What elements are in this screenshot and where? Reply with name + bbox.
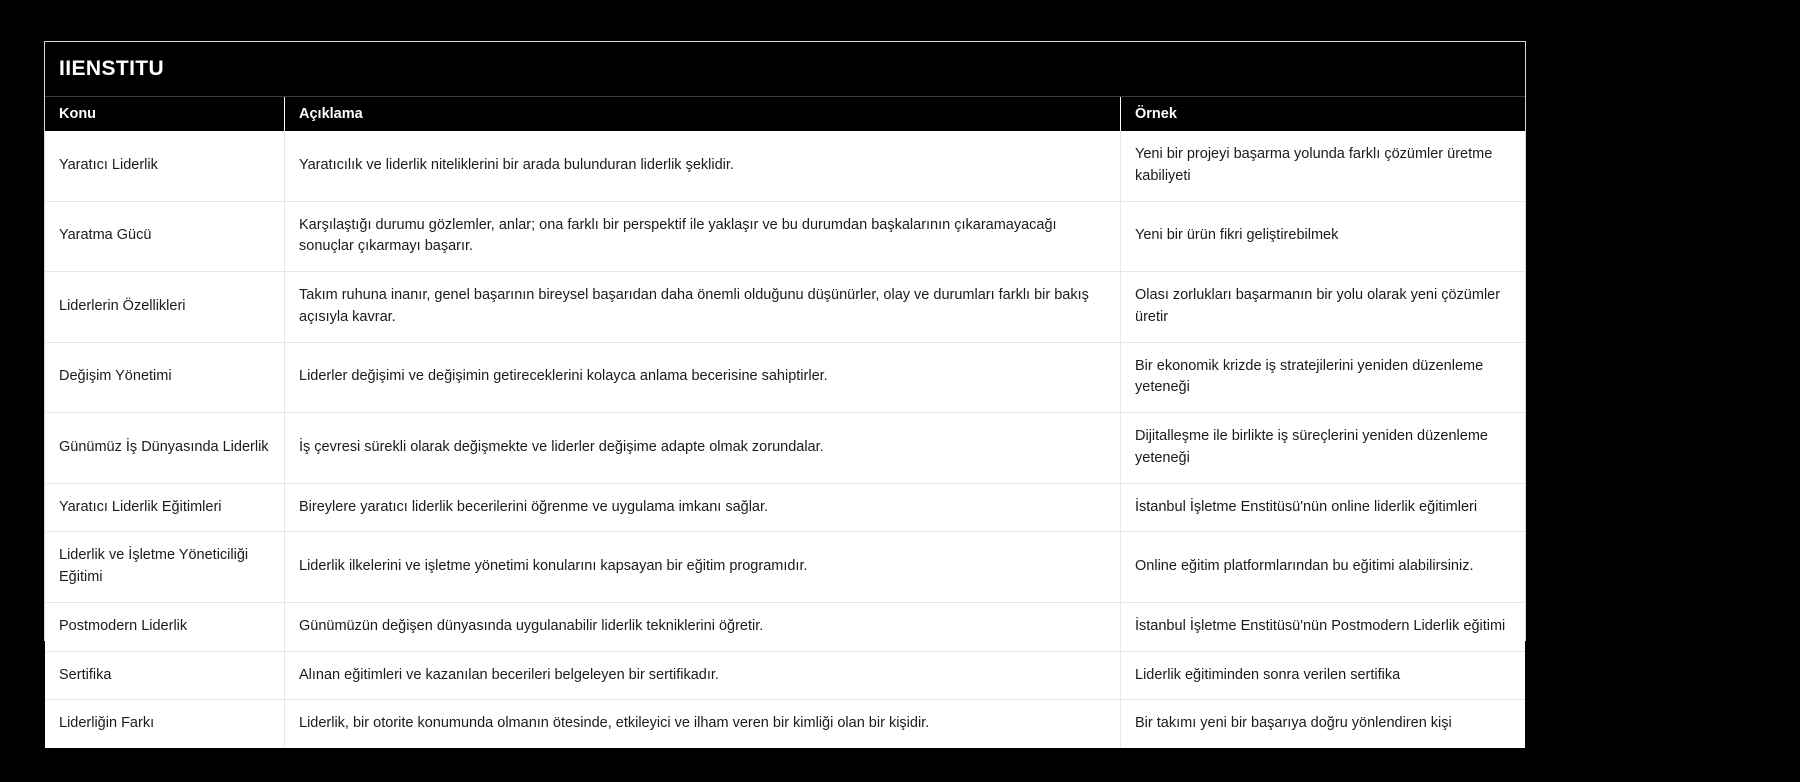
cell-konu-text: Sertifika	[59, 666, 112, 683]
cell-konu	[45, 413, 284, 483]
cell-ornek	[1120, 484, 1525, 532]
cell-ornek-text: Online eğitim platformlarından bu eğitimi alabilirsiniz.	[1135, 558, 1474, 575]
cell-konu-text: Yaratıcı Liderlik	[59, 156, 158, 173]
cell-ornek-text: Bir takımı yeni bir başarıya doğru yönlendiren kişi	[1135, 715, 1452, 732]
table-row	[45, 602, 1525, 651]
cell-konu	[45, 652, 284, 700]
cell-ornek	[1120, 272, 1525, 342]
table-row	[45, 651, 1525, 700]
cell-aciklama-text: Alınan eğitimleri ve kazanılan becerileri belgeleyen bir sertifikadır.	[299, 666, 719, 683]
cell-ornek-text: Olası zorlukları başarmanın bir yolu olarak yeni çözümler üretir	[1135, 287, 1501, 325]
cell-aciklama-text: Liderlik ilkelerini ve işletme yönetimi konularını kapsayan bir eğitim programıdır.	[299, 558, 808, 575]
cell-aciklama	[284, 700, 1120, 748]
cell-aciklama-text: Takım ruhuna inanır, genel başarının bireysel başarıdan daha önemli olduğunu düşünürler, olay ve durumları farklı bir bakış açısıyla kavrar.	[299, 287, 1089, 325]
cell-ornek	[1120, 202, 1525, 272]
cell-ornek	[1120, 603, 1525, 651]
cell-ornek-text: İstanbul İşletme Enstitüsü'nün Postmodern Liderlik eğitimi	[1135, 617, 1506, 634]
cell-ornek	[1120, 413, 1525, 483]
cell-aciklama	[284, 413, 1120, 483]
table-header-row	[45, 97, 1525, 131]
cell-konu	[45, 700, 284, 748]
cell-ornek-text: İstanbul İşletme Enstitüsü'nün online liderlik eğitimleri	[1135, 498, 1478, 515]
cell-konu	[45, 484, 284, 532]
cell-ornek-text: Bir ekonomik krizde iş stratejilerini yeniden düzenleme yeteneği	[1135, 357, 1484, 396]
cell-aciklama-text: Liderler değişimi ve değişimin getireceklerini kolayca anlama becerisine sahiptirler.	[299, 368, 828, 385]
cell-ornek	[1120, 532, 1525, 602]
cell-aciklama-text: Günümüzün değişen dünyasında uygulanabilir liderlik tekniklerini öğretir.	[299, 617, 764, 634]
cell-konu-text: Liderlerin Özellikleri	[59, 297, 186, 314]
cell-konu-text: Postmodern Liderlik	[59, 617, 188, 634]
cell-ornek-text: Dijitalleşme ile birlikte iş süreçlerini yeniden düzenleme yeteneği	[1135, 428, 1488, 466]
leadership-table-card	[44, 41, 1526, 732]
cell-ornek	[1120, 652, 1525, 700]
cell-konu-text: Liderliğin Farkı	[59, 715, 155, 732]
cell-ornek-text: Yeni bir ürün fikri geliştirebilmek	[1135, 227, 1339, 244]
cell-aciklama	[284, 202, 1120, 272]
cell-konu	[45, 343, 284, 413]
cell-aciklama	[284, 343, 1120, 413]
cell-konu-text: Yaratma Gücü	[59, 227, 152, 244]
table-row	[45, 531, 1525, 602]
cell-ornek	[1120, 343, 1525, 413]
cell-aciklama-text: Karşılaştığı durumu gözlemler, anlar; ona farklı bir perspektif ile yaklaşır ve bu durumdan başkalarının çıkaramayacağı sonuçlar çıkarmayı başarır.	[299, 216, 1057, 255]
cell-aciklama-text: Liderlik, bir otorite konumunda olmanın ötesinde, etkileyici ve ilham veren bir kimliği olan bir kişidir.	[299, 715, 930, 732]
cell-aciklama	[284, 652, 1120, 700]
cell-aciklama-text: Yaratıcılık ve liderlik niteliklerini bir arada bulunduran liderlik şeklidir.	[299, 156, 734, 173]
cell-aciklama	[284, 484, 1120, 532]
table-row	[45, 412, 1525, 483]
table-body	[45, 131, 1525, 748]
cell-ornek	[1120, 700, 1525, 748]
cell-konu-text: Liderlik ve İşletme Yöneticiliği Eğitimi	[59, 547, 249, 585]
cell-ornek-text: Yeni bir projeyi başarma yolunda farklı çözümler üretme kabiliyeti	[1135, 146, 1493, 184]
table-row	[45, 201, 1525, 272]
column-header-ornek: Örnek	[1120, 97, 1525, 131]
cell-konu	[45, 532, 284, 602]
brand-title: IIENSTITU	[59, 57, 165, 80]
cell-konu-text: Değişim Yönetimi	[59, 368, 172, 385]
cell-konu	[45, 202, 284, 272]
cell-konu-text: Günümüz İş Dünyasında Liderlik	[59, 438, 269, 455]
cell-aciklama	[284, 272, 1120, 342]
column-header-konu: Konu	[59, 106, 97, 122]
cell-konu	[45, 131, 284, 201]
cell-ornek-text: Liderlik eğitiminden sonra verilen sertifika	[1135, 666, 1401, 683]
table-row	[45, 342, 1525, 413]
table-row	[45, 271, 1525, 342]
cell-aciklama-text: Bireylere yaratıcı liderlik becerilerini öğrenme ve uygulama imkanı sağlar.	[299, 498, 769, 515]
table-row	[45, 699, 1525, 748]
cell-aciklama-text: İş çevresi sürekli olarak değişmekte ve liderler değişime adapte olmak zorundalar.	[299, 438, 824, 455]
cell-ornek	[1120, 131, 1525, 201]
brand-header	[45, 42, 1525, 97]
cell-aciklama	[284, 131, 1120, 201]
cell-konu	[45, 603, 284, 651]
cell-konu	[45, 272, 284, 342]
cell-aciklama	[284, 532, 1120, 602]
column-header-aciklama: Açıklama	[284, 97, 1120, 131]
table-row	[45, 483, 1525, 532]
cell-aciklama	[284, 603, 1120, 651]
table-row	[45, 131, 1525, 201]
cell-konu-text: Yaratıcı Liderlik Eğitimleri	[59, 498, 222, 515]
